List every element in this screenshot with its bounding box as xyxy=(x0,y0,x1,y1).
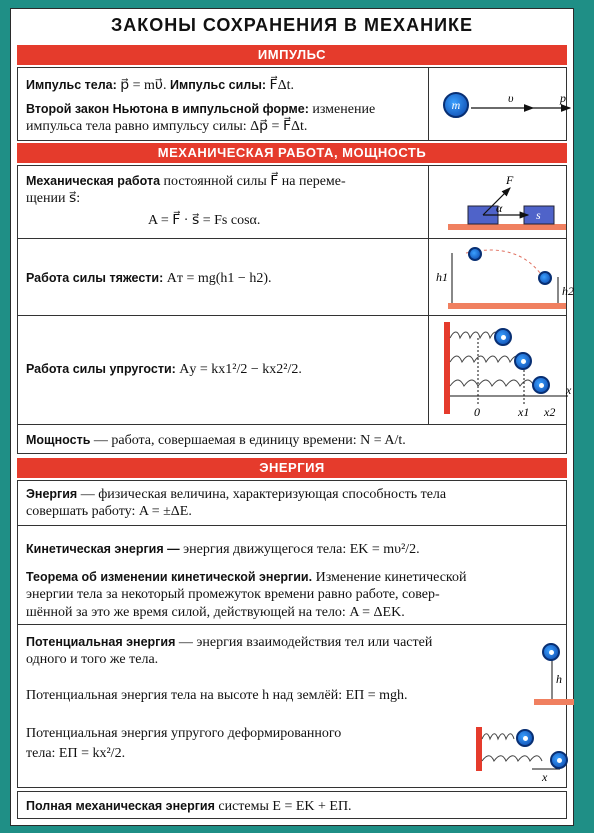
total-energy-line: Полная механическая энергия системы E = EK + EП. xyxy=(26,799,352,814)
svg-text:x: x xyxy=(542,770,548,784)
spring-ball-3-icon xyxy=(532,376,550,394)
theorem-line1: Теорема об изменении кинетической энергии. Изменение кинетической xyxy=(26,570,467,585)
kinetic-line: Кинетическая энергия — энергия движущегося тела: EK = mυ²/2. xyxy=(26,542,420,557)
svg-text:x1: x1 xyxy=(518,405,530,419)
elastic-work-line: Работа силы упругости: Aу = kx1²/2 − kx2²/2. xyxy=(26,362,302,377)
spring-energy-ball-1-icon xyxy=(516,729,534,747)
spring-energy-ball-2-icon xyxy=(550,751,568,769)
svg-text:x: x xyxy=(566,383,572,397)
mech-work-formula: A = F⃗ · s⃗ = Fs cosα. xyxy=(148,213,261,228)
energy-line1: Энергия — физическая величина, характеризующая способность тела xyxy=(26,487,447,502)
page-title: ЗАКОНЫ СОХРАНЕНИЯ В МЕХАНИКЕ xyxy=(111,15,473,35)
svg-text:x2: x2 xyxy=(544,405,556,419)
mech-work-line1: Механическая работа постоянной силы F⃗ на переме- xyxy=(26,174,346,189)
section-heading-energy: ЭНЕРГИЯ xyxy=(17,458,567,478)
svg-text:p⃗: p⃗ xyxy=(560,91,576,105)
potential-box xyxy=(17,624,567,788)
force-angle-diagram xyxy=(428,166,578,240)
theorem-line2: энергии тела за некоторый промежуток времени равно работе, совер- xyxy=(26,587,440,602)
spring-energy-line1: Потенциальная энергия упругого деформированного xyxy=(26,726,342,741)
ball-top-icon xyxy=(468,247,482,261)
impulse-line3: импульса тела равно импульсу силы: Δp⃗ = F⃗Δt. xyxy=(26,119,308,134)
height-energy-line: Потенциальная энергия тела на высоте h над землёй: EП = mgh. xyxy=(26,688,408,703)
gravity-work-line: Работа силы тяжести: Aт = mg(h1 − h2). xyxy=(26,271,272,286)
section-heading-work: МЕХАНИЧЕСКАЯ РАБОТА, МОЩНОСТЬ xyxy=(17,143,567,163)
svg-text:h1: h1 xyxy=(436,270,448,284)
impulse-box xyxy=(17,67,576,141)
section-heading-impulse: ИМПУЛЬС xyxy=(17,45,567,65)
power-line: Мощность — работа, совершаемая в единицу времени: N = A/t. xyxy=(26,433,406,448)
ball-low-icon xyxy=(538,271,552,285)
svg-text:0: 0 xyxy=(474,405,480,419)
impulse-line1: Импульс тела: p⃗ = mυ⃗. Импульс силы: F⃗Δt. xyxy=(26,78,294,93)
potential-line2: одного и того же тела. xyxy=(26,652,159,667)
energy-box xyxy=(17,480,567,526)
gravity-work-box xyxy=(17,238,574,316)
spring-ball-1-icon xyxy=(494,328,512,346)
theorem-line3: шённой за это же время силой, действующей на тело: A = ΔEK. xyxy=(26,605,405,620)
elastic-work-box xyxy=(17,315,572,425)
potential-line1: Потенциальная энергия — энергия взаимодействия тел или частей xyxy=(26,635,433,650)
ball-m-icon: m xyxy=(443,92,469,118)
spring-energy-line2: тела: EП = kx²/2. xyxy=(26,746,126,761)
power-box xyxy=(17,424,567,454)
height-ball-icon xyxy=(542,643,560,661)
gravity-diagram xyxy=(428,239,578,317)
momentum-arrows xyxy=(428,68,578,142)
svg-text:h: h xyxy=(556,672,562,686)
svg-text:α: α xyxy=(496,201,503,215)
mech-work-line2: щении s⃗: xyxy=(26,191,81,206)
mech-work-box xyxy=(17,165,567,239)
svg-text:υ⃗: υ⃗ xyxy=(508,91,523,105)
svg-text:F⃗: F⃗ xyxy=(506,173,523,187)
impulse-line2: Второй закон Ньютона в импульсной форме: изменение xyxy=(26,102,376,117)
total-energy-box xyxy=(17,791,567,819)
svg-text:s⃗: s⃗ xyxy=(536,208,551,222)
poster xyxy=(10,8,574,826)
spring-ball-2-icon xyxy=(514,352,532,370)
svg-text:h2: h2 xyxy=(562,284,574,298)
energy-line2: совершать работу: A = ±ΔE. xyxy=(26,504,192,519)
kinetic-box xyxy=(17,525,567,625)
